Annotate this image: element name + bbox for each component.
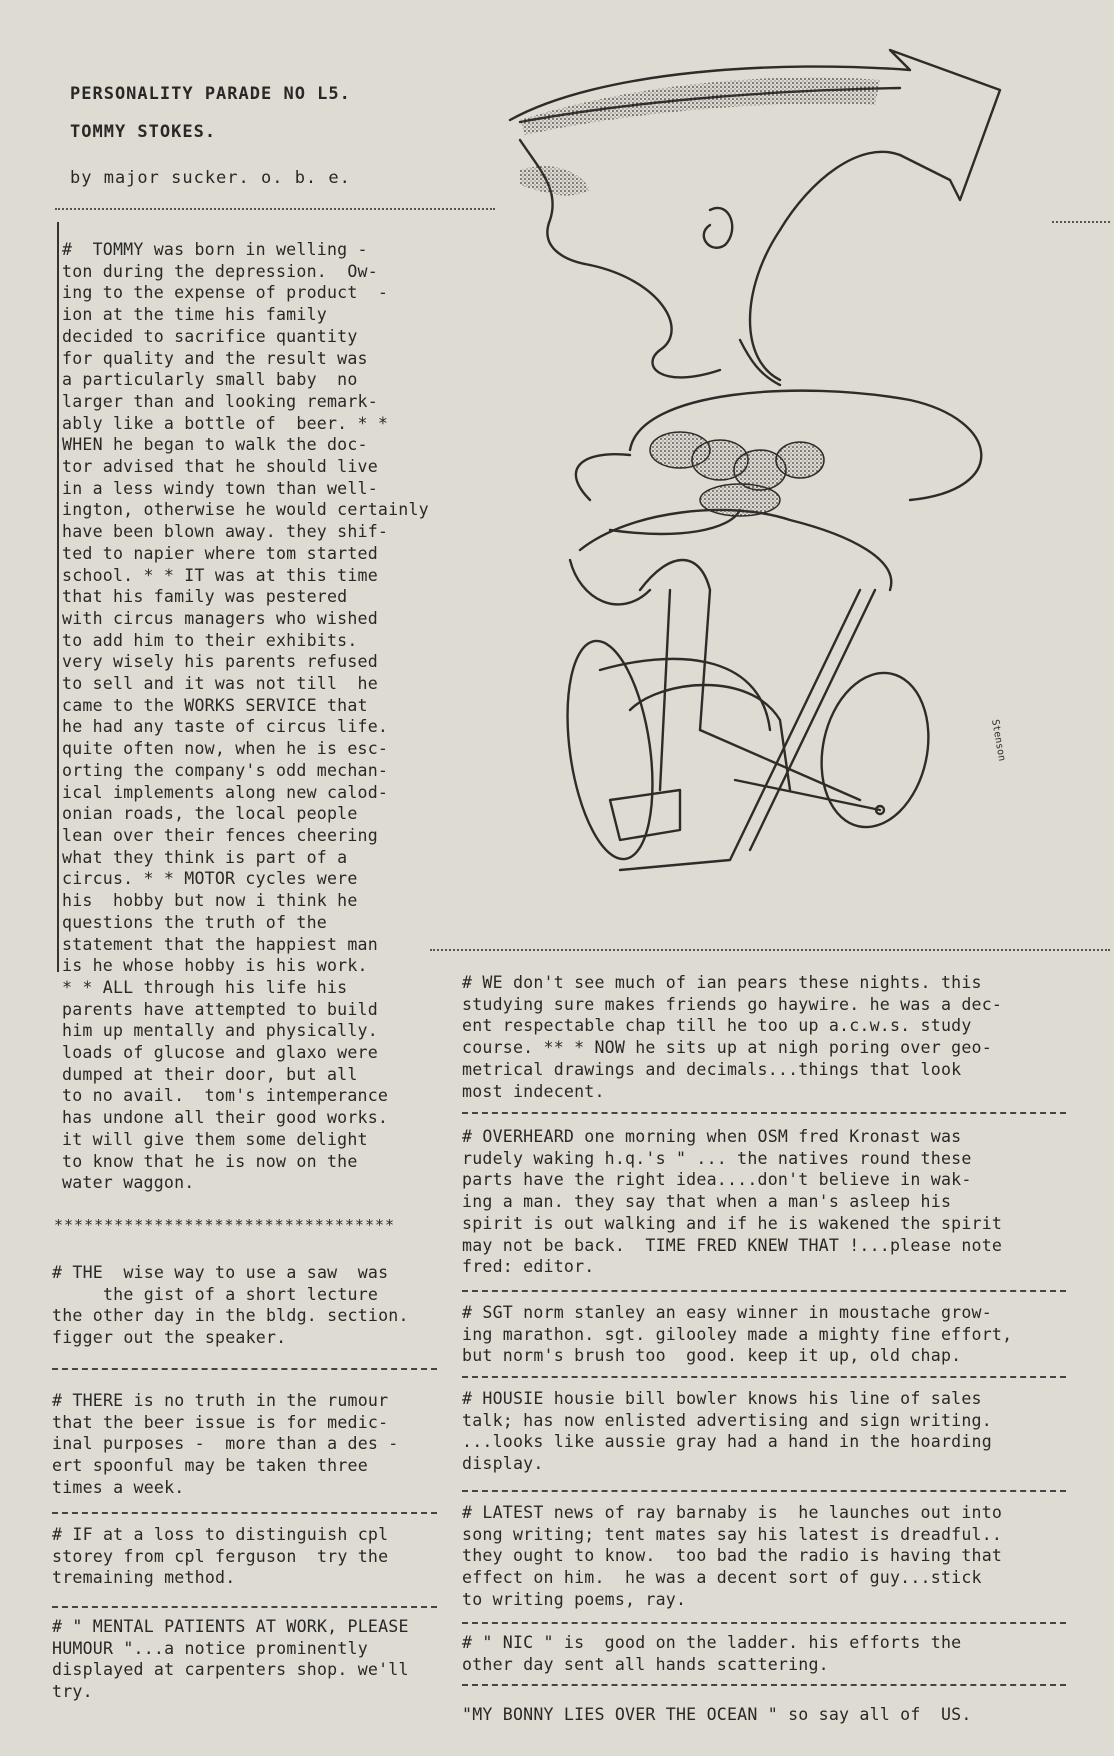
text-line: the gist of a short lecture — [52, 1284, 379, 1304]
text-line: fred: editor. — [462, 1257, 595, 1277]
text-line: displayed at carpenters shop. we'll — [52, 1660, 409, 1680]
text-line: his hobby but now i think he — [62, 891, 358, 911]
text-line: but norm's brush too good. keep it up, old chap. — [462, 1346, 962, 1366]
left-rule — [52, 1606, 437, 1608]
text-line: parts have the right idea....don't believe in wak- — [462, 1170, 972, 1190]
text-line: to no avail. tom's intemperance — [62, 1086, 389, 1106]
header-dotted-rule — [55, 208, 495, 210]
text-line: ...looks like aussie gray had a hand in the hoarding — [462, 1432, 992, 1452]
text-line: tor advised that he should live — [62, 457, 378, 477]
text-line: that the beer issue is for medic- — [52, 1412, 389, 1432]
left-item-saw — [52, 1262, 409, 1349]
text-line: statement that the happiest man — [62, 934, 378, 954]
text-line: onian roads, the local people — [62, 804, 358, 824]
text-line: HUMOUR "...a notice prominently — [52, 1638, 368, 1658]
text-line: came to the WORKS SERVICE that — [62, 695, 368, 715]
text-line: to add him to their exhibits. — [62, 630, 358, 650]
text-line: him up mentally and physically. — [62, 1021, 378, 1041]
text-line: figger out the speaker. — [52, 1328, 287, 1348]
right-item-nic — [462, 1632, 961, 1675]
text-line: water waggon. — [62, 1173, 195, 1193]
star-separator: ********************************** — [54, 1216, 396, 1234]
right-item-housie — [462, 1388, 992, 1475]
text-line: circus. * * MOTOR cycles were — [62, 869, 358, 889]
text-line: have been blown away. they shif- — [62, 522, 389, 542]
text-line: orting the company's odd mechan- — [62, 760, 389, 780]
text-line: may not be back. TIME FRED KNEW THAT !...please note — [462, 1235, 1003, 1255]
left-rule — [52, 1368, 437, 1370]
text-line: larger than and looking remark- — [62, 391, 378, 411]
text-line: ert spoonful may be taken three — [52, 1456, 368, 1476]
text-line: ington, otherwise he would certainly — [62, 500, 429, 520]
text-line: # " NIC " is good on the ladder. his efforts the — [462, 1633, 962, 1652]
text-line: try. — [52, 1682, 93, 1702]
text-line: # IF at a loss to distinguish cpl — [52, 1525, 389, 1544]
text-line: course. ** * NOW he sits up at nigh poring over geo- — [462, 1038, 992, 1058]
text-line: ical implements along new calod- — [62, 782, 389, 802]
text-line: # LATEST news of ray barnaby is he launches out into — [462, 1503, 1003, 1522]
text-line: ing marathon. sgt. gilooley made a mighty fine effort, — [462, 1324, 1013, 1344]
left-rule — [52, 1512, 437, 1514]
text-line: parents have attempted to build — [62, 999, 378, 1019]
text-line: song writing; tent mates say his latest is dreadful.. — [462, 1524, 1003, 1544]
text-line: ion at the time his family — [62, 305, 327, 325]
text-line: he had any taste of circus life. — [62, 717, 389, 737]
text-line: # THE wise way to use a saw was — [52, 1263, 389, 1282]
text-line: school. * * IT was at this time — [62, 565, 378, 585]
text-line: WHEN he began to walk the doc- — [62, 435, 368, 455]
text-line: ing a man. they say that when a man's asleep his — [462, 1192, 952, 1212]
text-line: lean over their fences cheering — [62, 825, 378, 845]
right-item-moustache — [462, 1302, 1012, 1367]
right-item-overheard — [462, 1126, 1002, 1278]
text-line: to sell and it was not till he — [62, 674, 378, 694]
text-line: the other day in the bldg. section. — [52, 1306, 409, 1326]
left-item-beer — [52, 1390, 398, 1499]
article-subject: TOMMY STOKES. — [70, 122, 217, 142]
text-line: ent respectable chap till he too up a.c.w.s. study — [462, 1016, 972, 1036]
text-line: loads of glucose and glaxo were — [62, 1043, 378, 1063]
text-line: studying sure makes friends go haywire. he was a dec- — [462, 994, 1003, 1014]
article-margin-bar — [57, 222, 59, 972]
text-line: talk; has now enlisted advertising and sign writing. — [462, 1410, 992, 1430]
text-line: what they think is part of a — [62, 847, 348, 867]
text-line: inal purposes - more than a des - — [52, 1434, 399, 1454]
text-line: # THERE is no truth in the rumour — [52, 1391, 389, 1410]
right-item-ian — [462, 972, 1002, 1102]
text-line: it will give them some delight — [62, 1129, 368, 1149]
text-line: metrical drawings and decimals...things that look — [462, 1059, 962, 1079]
text-line: in a less windy town than well- — [62, 478, 378, 498]
text-line: display. — [462, 1454, 544, 1474]
byline: by major sucker. o. b. e. — [70, 168, 351, 188]
caricature-illustration — [480, 30, 1100, 910]
right-rule — [462, 1376, 1066, 1378]
footer-line: "MY BONNY LIES OVER THE OCEAN " so say all of US. — [462, 1705, 972, 1724]
text-line: dumped at their door, but all — [62, 1064, 358, 1084]
text-line: decided to sacrifice quantity — [62, 326, 358, 346]
text-line: very wisely his parents refused — [62, 652, 378, 672]
text-line: most indecent. — [462, 1081, 605, 1101]
text-line: ton during the depression. Ow- — [62, 261, 378, 281]
text-line: effect on him. he was a decent sort of guy...stick — [462, 1568, 982, 1588]
text-line: # HOUSIE housie bill bowler knows his line of sales — [462, 1389, 982, 1408]
text-line: quite often now, when he is esc- — [62, 739, 389, 759]
text-line: with circus managers who wished — [62, 608, 378, 628]
text-line: times a week. — [52, 1477, 185, 1497]
left-item-cpl — [52, 1524, 388, 1589]
text-line: ably like a bottle of beer. * * — [62, 413, 389, 433]
text-line: * * ALL through his life his — [62, 977, 348, 997]
text-line: to know that he is now on the — [62, 1151, 358, 1171]
text-line: is he whose hobby is his work. — [62, 956, 368, 976]
text-line: # " MENTAL PATIENTS AT WORK, PLEASE — [52, 1617, 409, 1636]
text-line: they ought to know. too bad the radio is having that — [462, 1546, 1003, 1566]
right-rule — [462, 1622, 1066, 1624]
text-line: # OVERHEARD one morning when OSM fred Kronast was — [462, 1127, 962, 1146]
text-line: # WE don't see much of ian pears these nights. this — [462, 973, 982, 992]
text-line: other day sent all hands scattering. — [462, 1654, 829, 1674]
right-rule — [462, 1684, 1066, 1686]
text-line: that his family was pestered — [62, 587, 348, 607]
text-line: storey from cpl ferguson try the — [52, 1546, 389, 1566]
page-title: PERSONALITY PARADE NO L5. — [70, 84, 351, 104]
right-rule — [462, 1112, 1066, 1114]
text-line: ing to the expense of product - — [62, 283, 389, 303]
text-line: # TOMMY was born in welling - — [62, 240, 368, 259]
main-article — [62, 239, 429, 1194]
text-line: has undone all their good works. — [62, 1108, 389, 1128]
text-line: spirit is out walking and if he is wakened the spirit — [462, 1213, 1003, 1233]
text-line: questions the truth of the — [62, 912, 327, 932]
illustrator-signature: Stenson — [989, 718, 1008, 763]
text-line: for quality and the result was — [62, 348, 368, 368]
right-rule — [462, 1290, 1066, 1292]
left-item-mental — [52, 1616, 409, 1703]
text-line: to writing poems, ray. — [462, 1589, 687, 1609]
text-line: ted to napier where tom started — [62, 543, 378, 563]
text-line: a particularly small baby no — [62, 370, 358, 390]
mid-dotted-rule — [430, 949, 1110, 951]
text-line: # SGT norm stanley an easy winner in moustache grow- — [462, 1303, 992, 1322]
text-line: rudely waking h.q.'s " ... the natives round these — [462, 1148, 972, 1168]
right-rule — [462, 1490, 1066, 1492]
text-line: tremaining method. — [52, 1568, 236, 1588]
right-item-latest — [462, 1502, 1002, 1611]
